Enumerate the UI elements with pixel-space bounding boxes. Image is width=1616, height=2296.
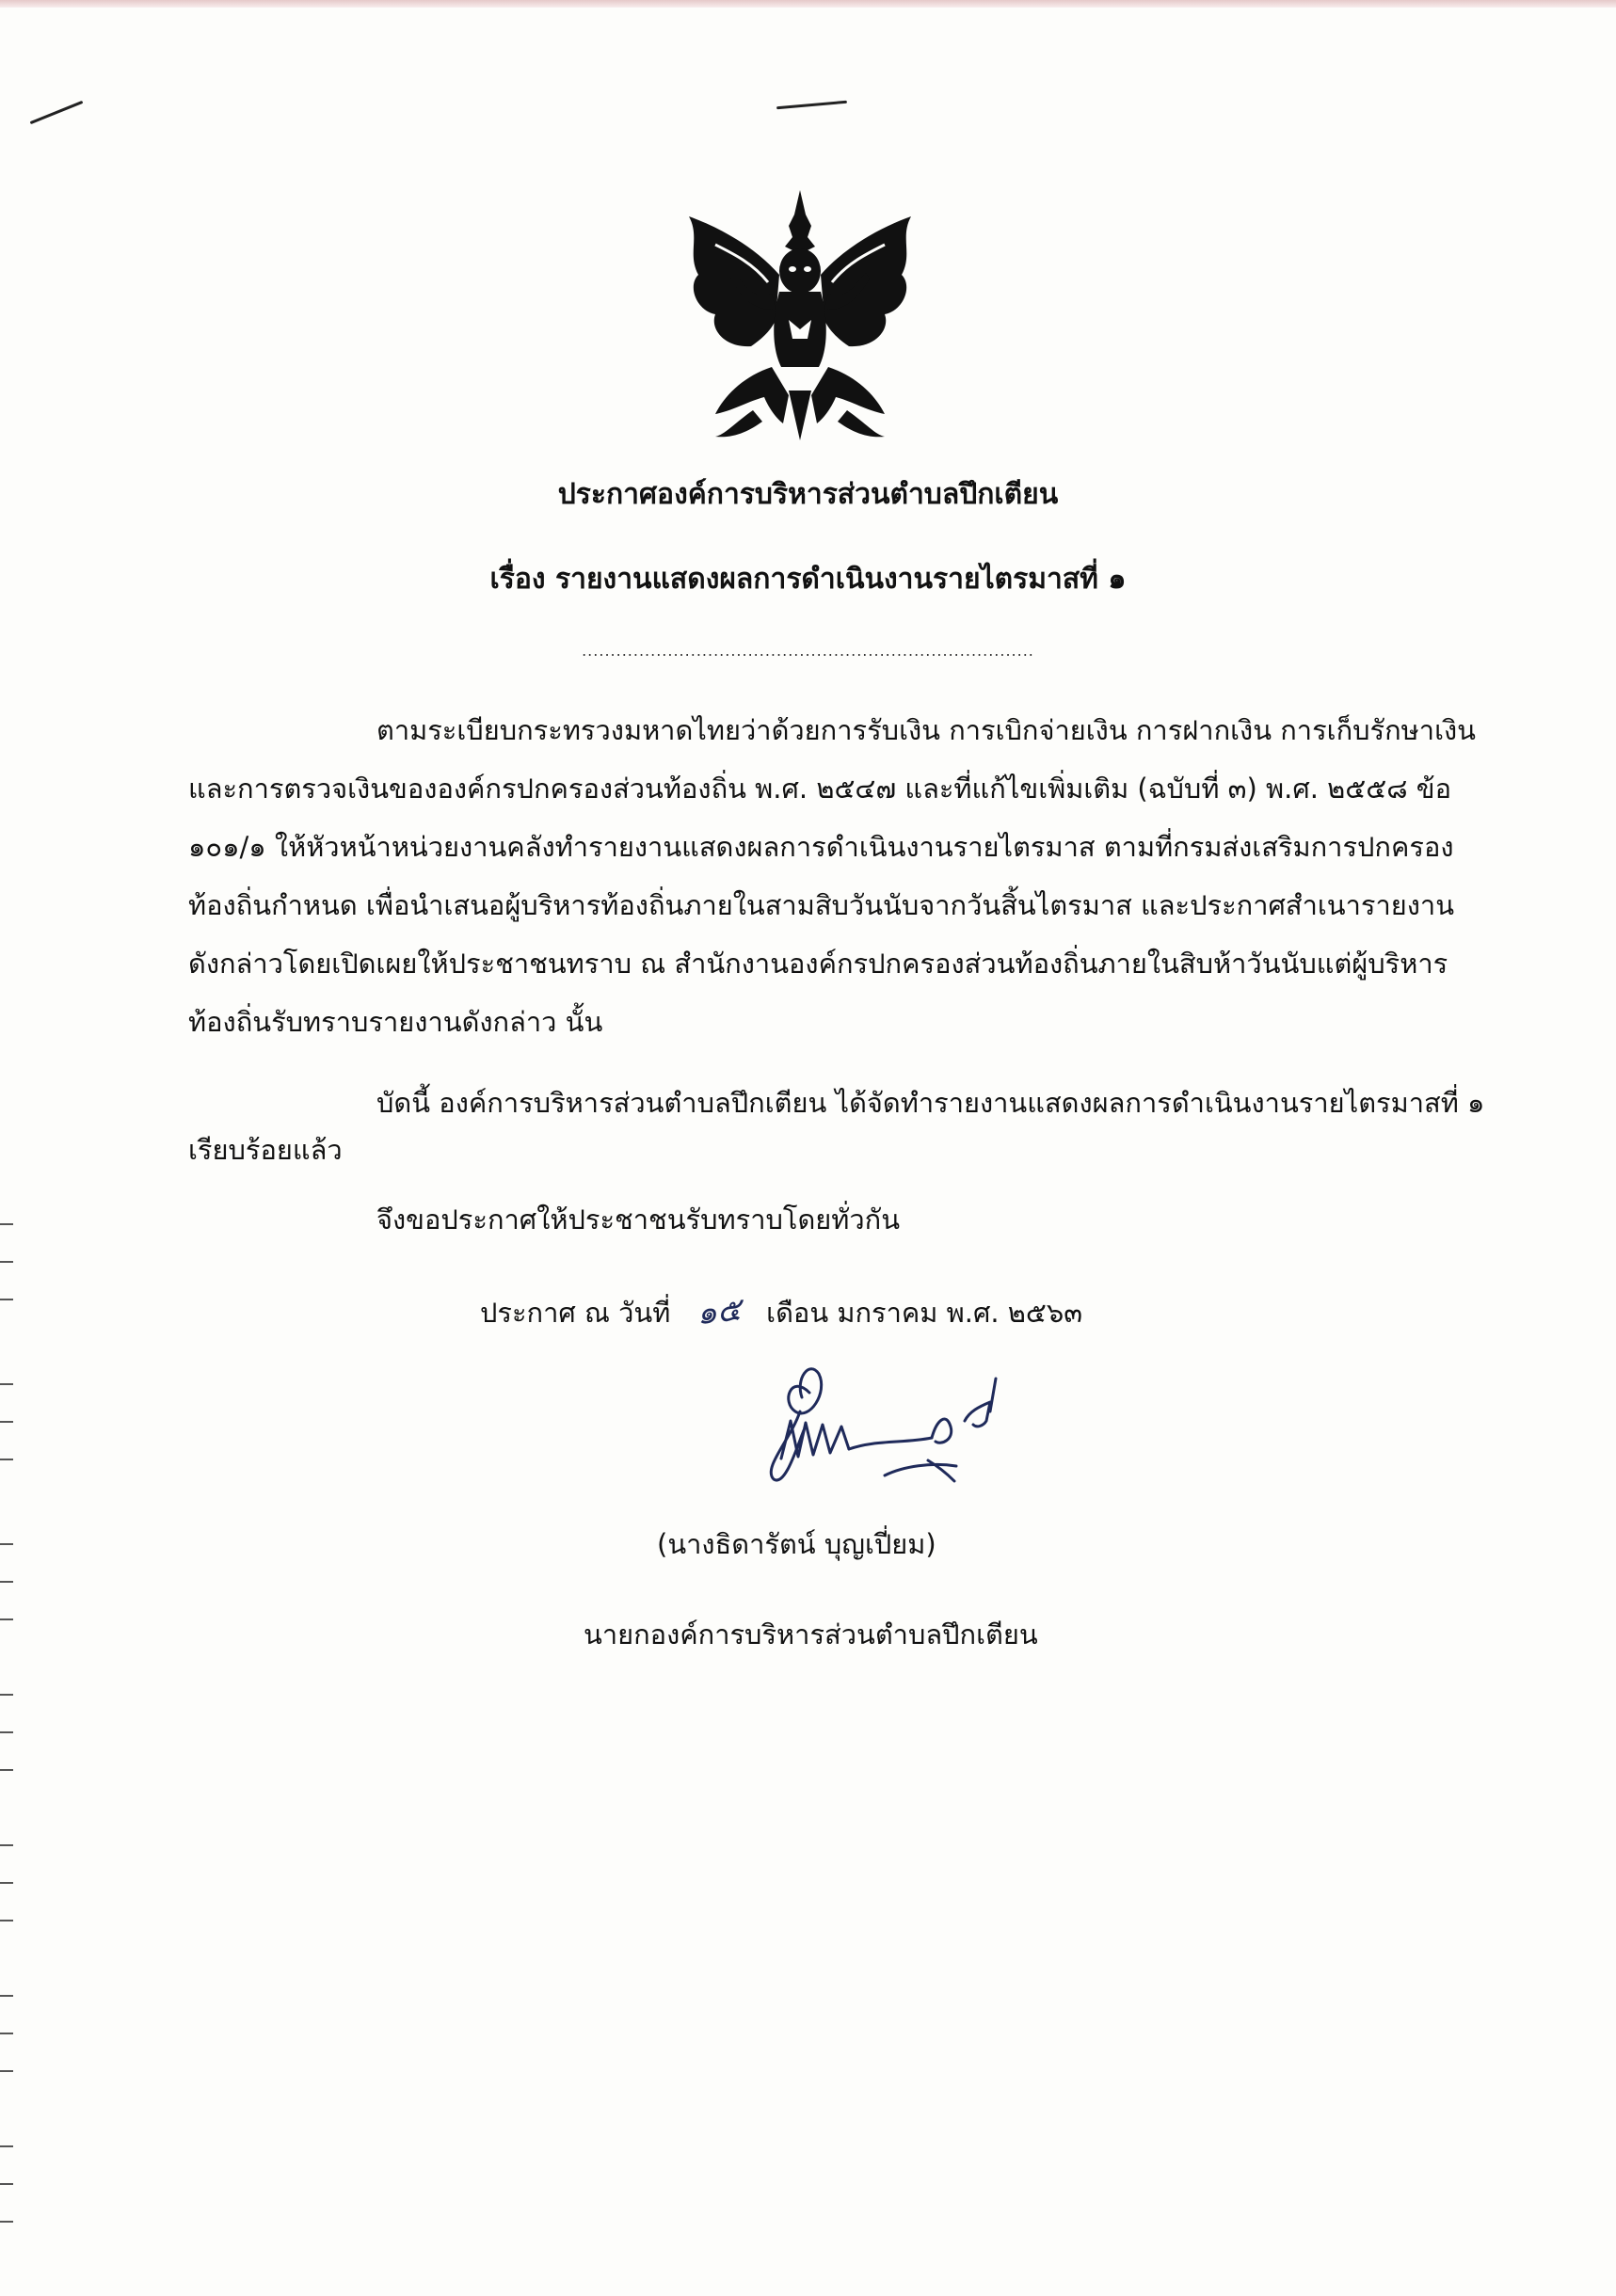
page-top-edge xyxy=(0,0,1616,8)
signatory-position: นายกองค์การบริหารส่วนตำบลปึกเตียน xyxy=(584,1618,1038,1650)
date-prefix: ประกาศ ณ วันที่ xyxy=(480,1297,671,1329)
signatory-name: (นางธิดารัตน์ บุญเปี่ยม) xyxy=(657,1528,936,1560)
body-line: จึงขอประกาศให้ประชาชนรับทราบโดยทั่วกัน xyxy=(376,1204,901,1236)
body-line: บัดนี้ องค์การบริหารส่วนตำบลปึกเตียน ได้จัดทำรายงานแสดงผลการดำเนินงานรายไตรมาสที่ ๑ xyxy=(376,1087,1485,1119)
date-month-year: เดือน มกราคม พ.ศ. ๒๕๖๓ xyxy=(766,1297,1083,1329)
pen-mark xyxy=(776,101,847,110)
body-line: เรียบร้อยแล้ว xyxy=(188,1134,343,1166)
handwritten-day: ๑๕ xyxy=(694,1290,744,1333)
pen-mark xyxy=(30,101,84,124)
body-line: ท้องถิ่นกำหนด เพื่อนำเสนอผู้บริหารท้องถิ่นภายในสามสิบวันนับจากวันสิ้นไตรมาส และประกาศสำเนารายงาน xyxy=(188,889,1455,921)
garuda-emblem-icon xyxy=(678,188,922,442)
binding-margin xyxy=(0,0,21,2296)
announcement-date xyxy=(480,1285,1082,1336)
body-line: ท้องถิ่นรับทราบรายงานดังกล่าว นั้น xyxy=(188,1006,603,1038)
document-title: ประกาศองค์การบริหารส่วนตำบลปึกเตียน xyxy=(557,478,1059,511)
handwritten-signature xyxy=(744,1355,1026,1496)
body-line: ดังกล่าวโดยเปิดเผยให้ประชาชนทราบ ณ สำนักงานองค์กรปกครองส่วนท้องถิ่นภายในสิบห้าวันนับแต่ผู้บริหาร xyxy=(188,948,1448,980)
body-line: ตามระเบียบกระทรวงมหาดไทยว่าด้วยการรับเงิน การเบิกจ่ายเงิน การฝากเงิน การเก็บรักษาเงิน xyxy=(376,714,1476,746)
document-subject: เรื่อง รายงานแสดงผลการดำเนินงานรายไตรมาสที่ ๑ xyxy=(489,563,1127,596)
body-line: และการตรวจเงินขององค์กรปกครองส่วนท้องถิ่น พ.ศ. ๒๕๔๗ และที่แก้ไขเพิ่มเติม (ฉบับที่ ๓) พ.ศ. ๒๕๕๘ ข้อ xyxy=(188,773,1452,805)
body-line: ๑๐๑/๑ ให้หัวหน้าหน่วยงานคลังทำรายงานแสดงผลการดำเนินงานรายไตรมาส ตามที่กรมส่งเสริมการปกครอง xyxy=(188,831,1454,863)
dotted-separator: ............................................................................... xyxy=(582,642,1034,660)
